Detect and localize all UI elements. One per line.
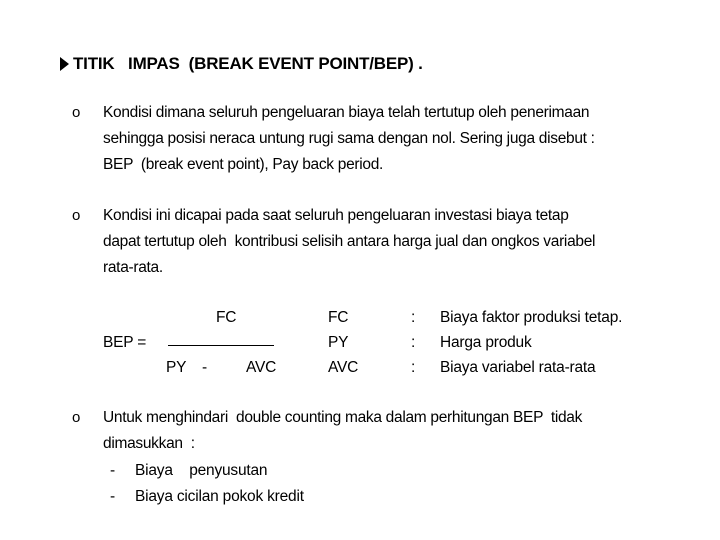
definition-symbol: FC xyxy=(328,309,349,326)
definition-colon: : xyxy=(411,334,416,351)
paragraph-line: Untuk menghindari double counting maka dalam perhitungan BEP tidak xyxy=(103,409,583,426)
triangle-bullet-icon xyxy=(60,57,69,71)
sub-bullet-marker: - xyxy=(110,488,116,505)
paragraph-line: Kondisi dimana seluruh pengeluaran biaya telah tertutup oleh penerimaan xyxy=(103,104,590,121)
excluded-item: Biaya penyusutan xyxy=(135,462,268,479)
bullet-marker: o xyxy=(72,104,81,121)
paragraph-bep-condition xyxy=(103,203,663,281)
definition-colon: : xyxy=(411,309,416,326)
definition-colon: : xyxy=(411,359,416,376)
paragraph-line: rata-rata. xyxy=(103,259,163,276)
paragraph-line: BEP (break event point), Pay back period. xyxy=(103,156,384,173)
paragraph-exclusions xyxy=(103,405,663,457)
bullet-marker: o xyxy=(72,409,81,426)
paragraph-line: sehingga posisi neraca untung rugi sama dengan nol. Sering juga disebut : xyxy=(103,130,595,147)
sub-bullet-marker: - xyxy=(110,462,116,479)
fraction-bar xyxy=(168,345,274,346)
definition-meaning: Harga produk xyxy=(440,334,532,351)
paragraph-line: dimasukkan : xyxy=(103,435,195,452)
paragraph-bep-definition xyxy=(103,100,663,178)
paragraph-line: Kondisi ini dicapai pada saat seluruh pengeluaran investasi biaya tetap xyxy=(103,207,569,224)
slide-title: TITIK IMPAS (BREAK EVENT POINT/BEP) . xyxy=(73,54,423,73)
paragraph-line: dapat tertutup oleh kontribusi selisih antara harga jual dan ongkos variabel xyxy=(103,233,596,250)
formula-numerator: FC xyxy=(216,309,237,326)
formula-denominator-right: AVC xyxy=(246,359,277,376)
formula-lhs: BEP = xyxy=(103,334,147,351)
bullet-marker: o xyxy=(72,207,81,224)
formula-denominator-left: PY xyxy=(166,359,187,376)
formula-minus: - xyxy=(202,359,207,376)
title-row xyxy=(60,52,423,76)
definition-meaning: Biaya variabel rata-rata xyxy=(440,359,596,376)
definition-symbol: AVC xyxy=(328,359,359,376)
excluded-item: Biaya cicilan pokok kredit xyxy=(135,488,304,505)
definition-meaning: Biaya faktor produksi tetap. xyxy=(440,309,623,326)
definition-symbol: PY xyxy=(328,334,349,351)
